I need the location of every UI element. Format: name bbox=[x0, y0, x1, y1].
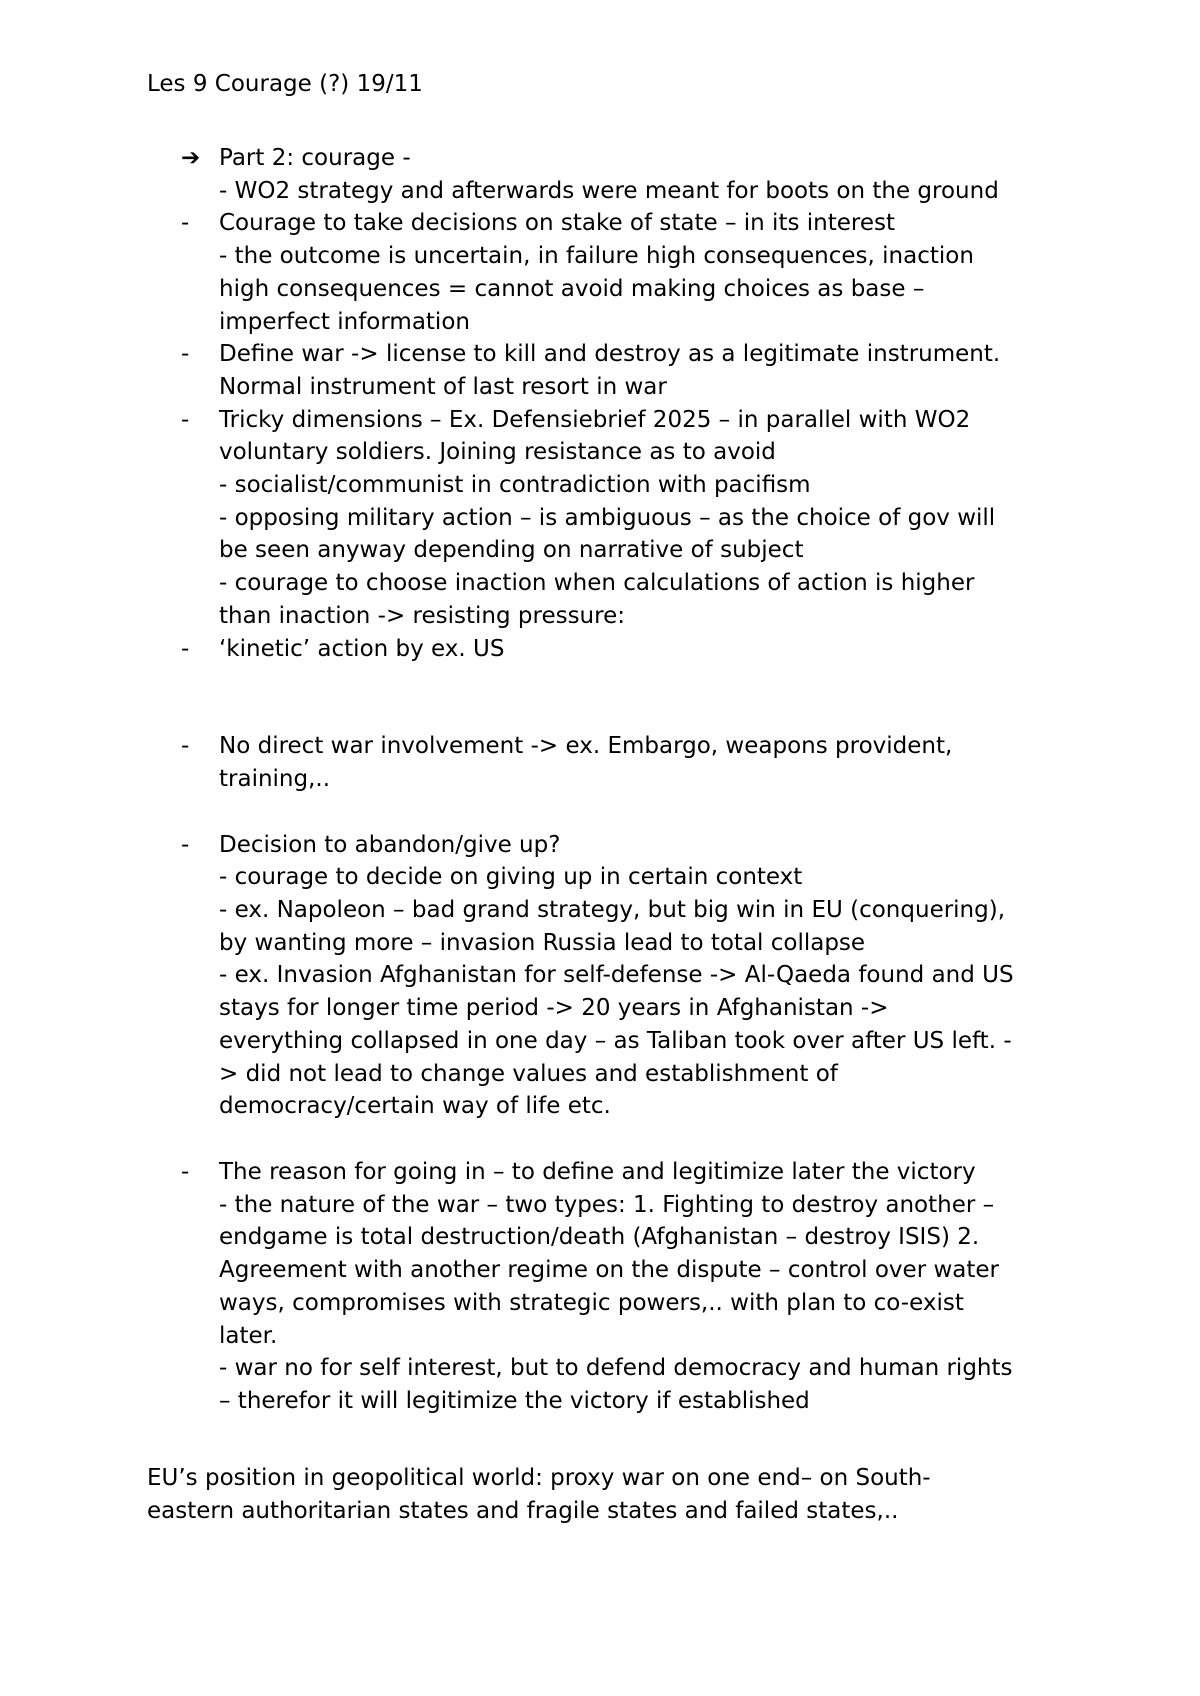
item-line: - the nature of the war – two types: 1. Fighting to destroy another – bbox=[219, 1191, 995, 1218]
paragraph-spacer bbox=[147, 665, 1087, 730]
item-line: high consequences = cannot avoid making choices as base – bbox=[219, 275, 925, 302]
item-line: Decision to abandon/give up? bbox=[219, 831, 561, 858]
list-item-part-2 bbox=[147, 142, 1087, 207]
item-line: than inaction -> resisting pressure: bbox=[219, 602, 625, 629]
list-item-define-war bbox=[147, 338, 1087, 403]
item-line: The reason for going in – to define and legitimize later the victory bbox=[219, 1158, 976, 1185]
dash-bullet: - bbox=[181, 635, 190, 662]
item-line: voluntary soldiers. Joining resistance as to avoid bbox=[219, 439, 776, 466]
item-line: everything collapsed in one day – as Taliban took over after US left. - bbox=[219, 1027, 1012, 1054]
item-line: > did not lead to change values and establishment of bbox=[219, 1060, 838, 1087]
item-line: Agreement with another regime on the dispute – control over water bbox=[219, 1257, 999, 1284]
item-line: Part 2: courage - bbox=[219, 145, 411, 171]
list-item-no-direct-war bbox=[147, 730, 1087, 795]
notes-list bbox=[147, 142, 1087, 1418]
item-line: Normal instrument of last resort in war bbox=[219, 373, 667, 400]
item-line: training,.. bbox=[219, 765, 331, 792]
item-line: democracy/certain way of life etc. bbox=[219, 1093, 611, 1120]
item-line: Courage to take decisions on stake of state – in its interest bbox=[219, 210, 895, 237]
item-line: be seen anyway depending on narrative of subject bbox=[219, 537, 804, 564]
item-line: - war no for self interest, but to defend democracy and human rights bbox=[219, 1355, 1013, 1382]
document-title: Les 9 Courage (?) 19/11 bbox=[147, 71, 423, 97]
item-line: - courage to decide on giving up in certain context bbox=[219, 864, 803, 891]
list-item-decision-abandon bbox=[147, 829, 1087, 1123]
item-line: - socialist/communist in contradiction with pacifism bbox=[219, 472, 811, 499]
item-line: – therefor it will legitimize the victory if established bbox=[219, 1387, 810, 1414]
closing-line: eastern authoritarian states and fragile states and failed states,.. bbox=[147, 1497, 899, 1524]
item-line: Tricky dimensions – Ex. Defensiebrief 2025 – in parallel with WO2 bbox=[219, 406, 971, 433]
paragraph-spacer bbox=[147, 796, 1087, 829]
item-line: Define war -> license to kill and destroy as a legitimate instrument. bbox=[219, 341, 1001, 368]
item-line: No direct war involvement -> ex. Embargo, weapons provident, bbox=[219, 733, 953, 760]
item-line: endgame is total destruction/death (Afghanistan – destroy ISIS) 2. bbox=[219, 1224, 980, 1251]
dash-bullet: - bbox=[181, 341, 190, 368]
arrow-bullet-icon: ➔ bbox=[181, 145, 201, 171]
list-item-courage-decisions bbox=[147, 207, 1087, 338]
item-line: imperfect information bbox=[219, 308, 470, 335]
item-line: ways, compromises with strategic powers,.. with plan to co-exist bbox=[219, 1289, 964, 1316]
dash-bullet: - bbox=[181, 831, 190, 858]
item-line: later. bbox=[219, 1322, 278, 1349]
list-item-reason-going-in bbox=[147, 1156, 1087, 1418]
dash-bullet: - bbox=[181, 210, 190, 237]
closing-paragraph bbox=[147, 1462, 1097, 1527]
item-line: - courage to choose inaction when calculations of action is higher bbox=[219, 570, 975, 597]
item-line: - the outcome is uncertain, in failure high consequences, inaction bbox=[219, 243, 974, 270]
item-line: ‘kinetic’ action by ex. US bbox=[219, 635, 505, 662]
closing-line: EU’s position in geopolitical world: proxy war on one end– on South- bbox=[147, 1465, 931, 1491]
list-item-tricky-dimensions bbox=[147, 404, 1087, 633]
dash-bullet: - bbox=[181, 406, 190, 433]
item-line: - ex. Invasion Afghanistan for self-defense -> Al-Qaeda found and US bbox=[219, 962, 1014, 989]
list-item-kinetic-action bbox=[147, 633, 1087, 666]
dash-bullet: - bbox=[181, 1158, 190, 1185]
item-line: stays for longer time period -> 20 years in Afghanistan -> bbox=[219, 995, 889, 1022]
dash-bullet: - bbox=[181, 733, 190, 760]
item-line: - WO2 strategy and afterwards were meant for boots on the ground bbox=[219, 177, 999, 204]
item-line: by wanting more – invasion Russia lead to total collapse bbox=[219, 929, 866, 956]
paragraph-spacer bbox=[147, 1123, 1087, 1156]
item-line: - ex. Napoleon – bad grand strategy, but big win in EU (conquering), bbox=[219, 897, 1006, 924]
item-line: - opposing military action – is ambiguous – as the choice of gov will bbox=[219, 504, 996, 531]
